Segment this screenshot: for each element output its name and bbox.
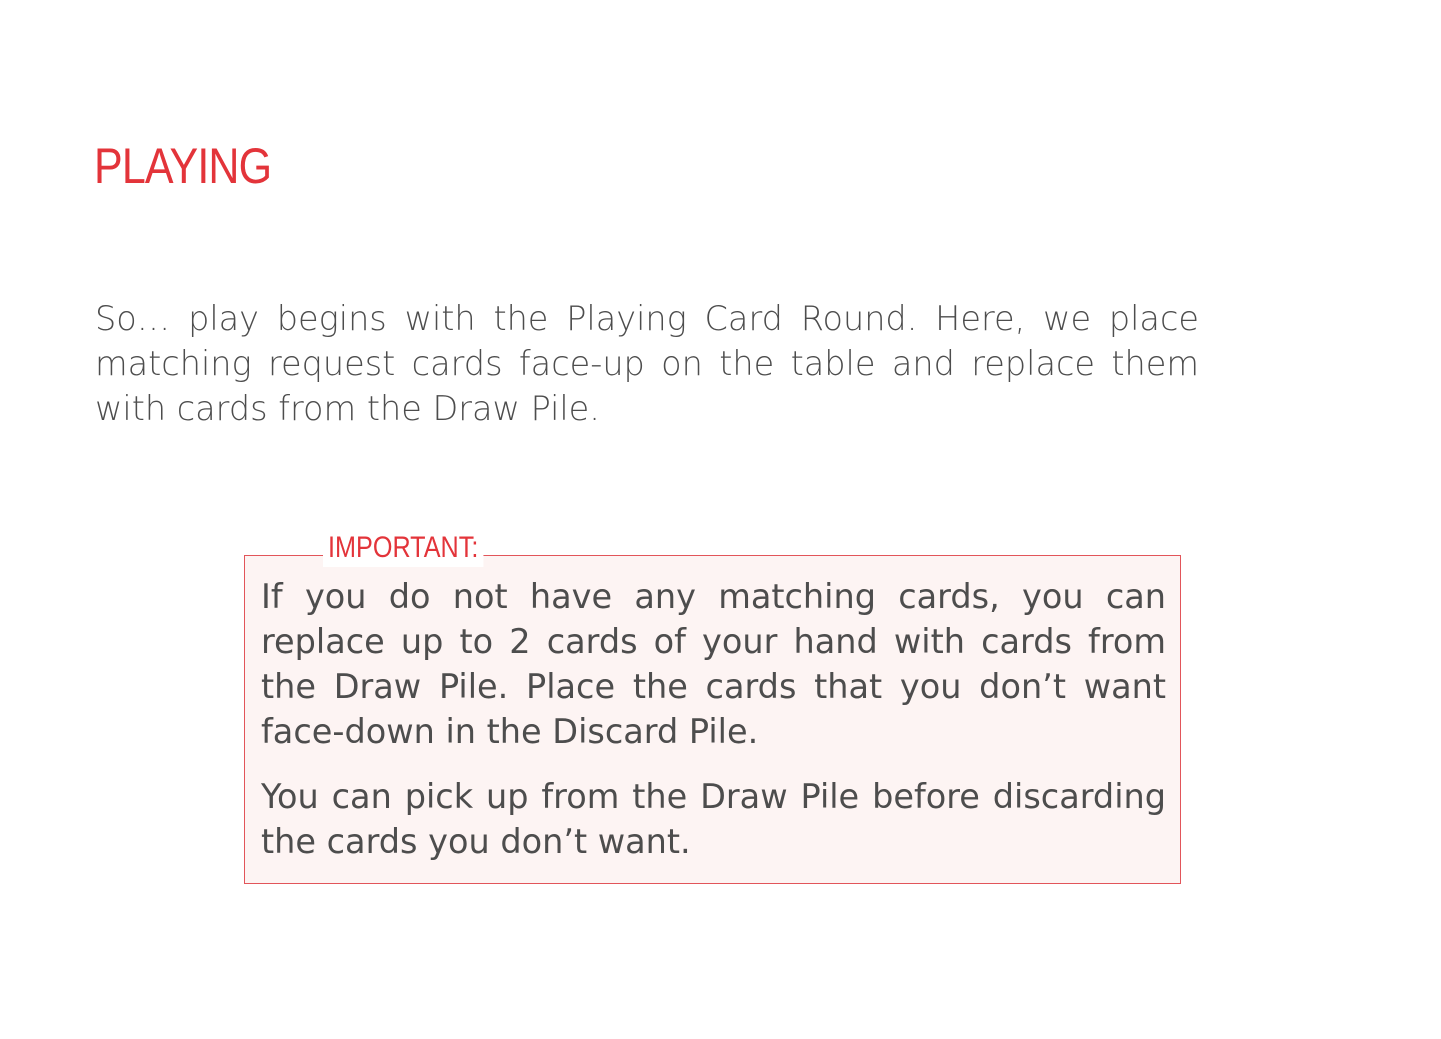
important-paragraph-2: You can pick up from the Draw Pile before discarding the cards you don’t want.	[261, 777, 1166, 861]
important-label: IMPORTANT:	[323, 529, 483, 567]
page-title: PLAYING	[94, 138, 272, 194]
intro-paragraph: So… play begins with the Playing Card Round. Here, we place matching request cards face-up on the table and replace them with cards from the Draw Pile.	[95, 299, 1199, 428]
important-paragraph-1: If you do not have any matching cards, you can replace up to 2 cards of your hand with cards from the Draw Pile. Place the cards that you don’t want face-down in the Discard Pile.	[261, 577, 1166, 751]
important-callout	[244, 531, 1181, 884]
